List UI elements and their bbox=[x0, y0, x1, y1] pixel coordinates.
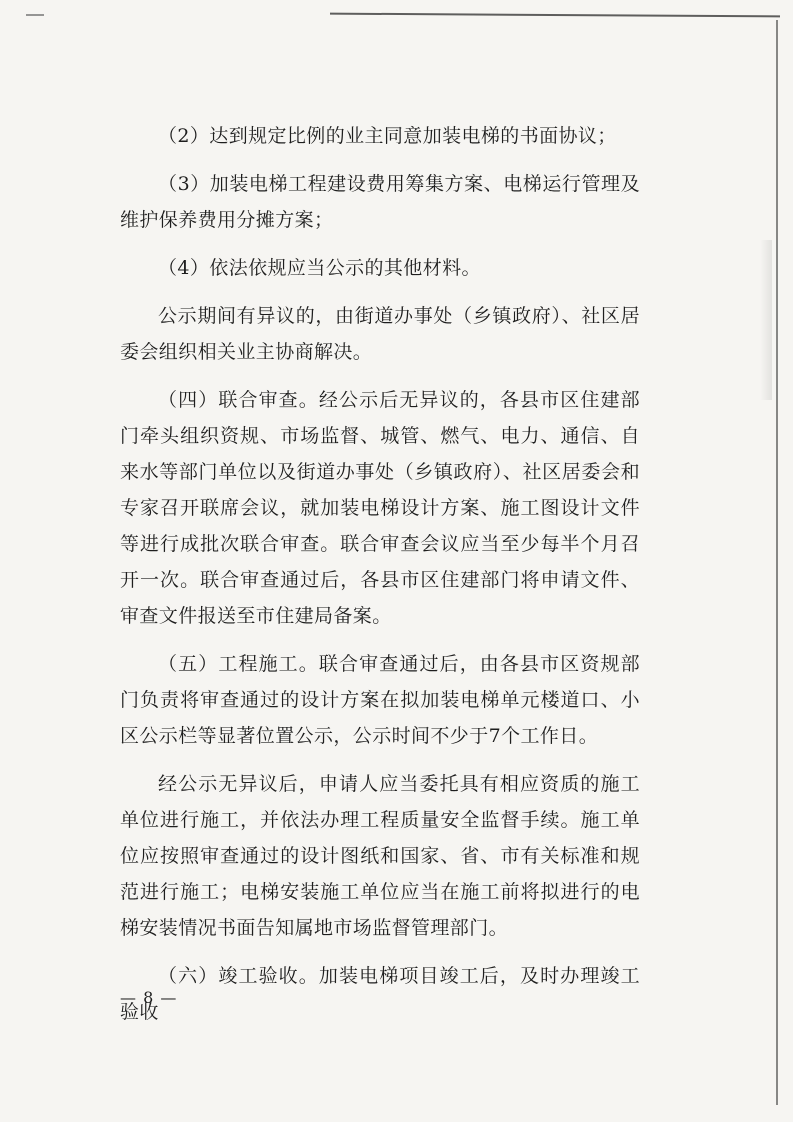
paragraph-construction: （五）工程施工。联合审查通过后，由各县市区资规部门负责将审查通过的设计方案在拟加装电梯单元楼道口、小区公示栏等显著位置公示，公示时间不少于7个工作日。 bbox=[120, 653, 640, 747]
scan-right-edge bbox=[776, 20, 778, 1105]
page-number: — 8 — bbox=[120, 988, 178, 1007]
document-body bbox=[120, 118, 640, 1030]
paragraph-joint-review: （四）联合审查。经公示后无异议的，各县市区住建部门牵头组织资规、市场监督、城管、燃气、电力、通信、自来水等部门单位以及街道办事处（乡镇政府）、社区居委会和专家召开联席会议，就加装电梯设计方案、施工图设计文件等进行成批次联合审查。联合审查会议应当至少每半个月召开一次。联合审查通过后，各县市区住建部门将申请文件、审查文件报送至市住建局备案。 bbox=[120, 389, 640, 627]
scan-edge-shadow bbox=[760, 240, 772, 400]
paragraph-construction-detail: 经公示无异议后，申请人应当委托具有相应资质的施工单位进行施工，并依法办理工程质量安全监督手续。施工单位应按照审查通过的设计图纸和国家、省、市有关标准和规范进行施工；电梯安装施工单位应当在施工前将拟进行的电梯安装情况书面告知属地市场监督管理部门。 bbox=[120, 773, 640, 939]
paragraph-item-3: （3）加装电梯工程建设费用筹集方案、电梯运行管理及维护保养费用分摊方案； bbox=[120, 173, 640, 231]
paragraph-item-4: （4）依法依规应当公示的其他材料。 bbox=[158, 257, 481, 279]
paragraph-item-2: （2）达到规定比例的业主同意加装电梯的书面协议； bbox=[158, 125, 617, 147]
corner-mark bbox=[26, 14, 44, 16]
paragraph-acceptance: （六）竣工验收。加装电梯项目竣工后，及时办理竣工验收 bbox=[120, 965, 640, 1023]
scan-top-edge bbox=[330, 13, 780, 18]
paragraph-objection: 公示期间有异议的，由街道办事处（乡镇政府）、社区居委会组织相关业主协商解决。 bbox=[120, 305, 640, 363]
